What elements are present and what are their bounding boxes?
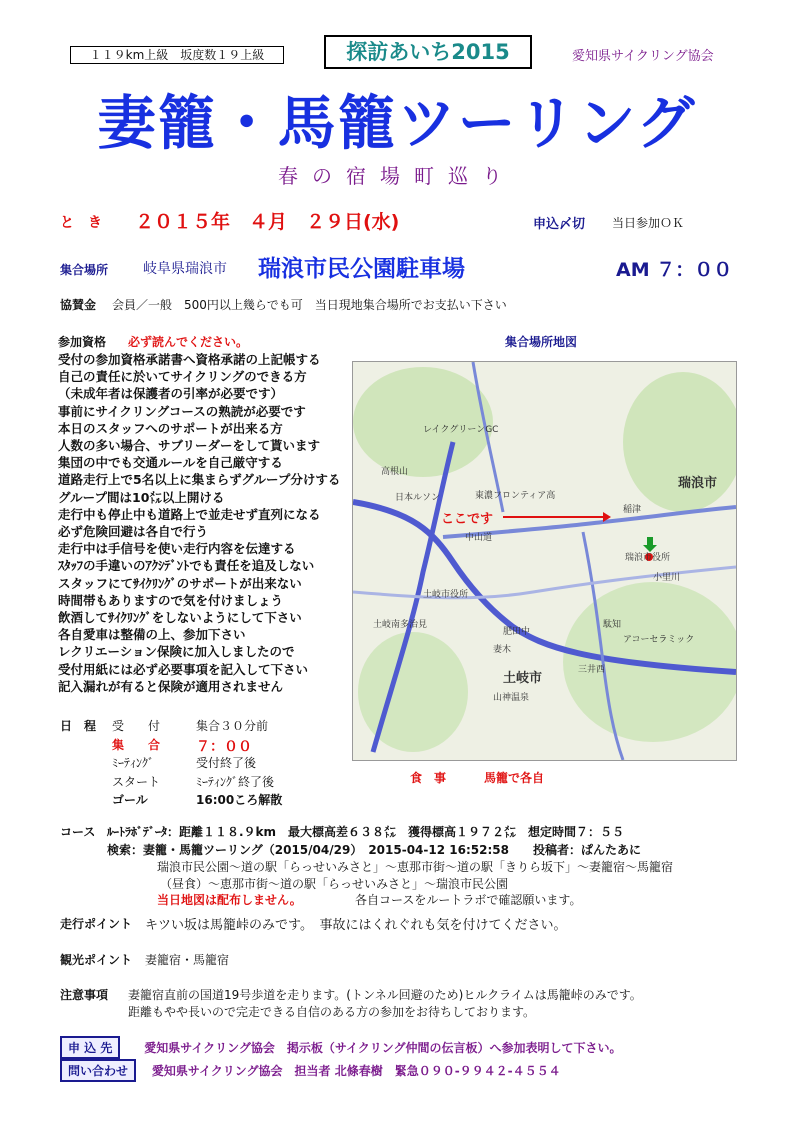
course-search: 検索：妻籠・馬籠ツーリング（2015/04/29） 2015-04-12 16:52:58 投稿者：ぱんたあに [107,843,641,857]
qualification-item: 本日のスタッフへのサポートが出来る方 [58,420,283,436]
map-place-label: アコーセラミック [623,635,695,645]
map-place-label: 妻木 [493,645,512,655]
apply-text: 愛知県サイクリング協会 掲示板（サイクリング仲間の伝言板）へ参加表明して下さい。 [144,1041,622,1055]
map-graphic [353,362,736,760]
schedule-item-name: 集 合 [112,737,161,752]
qualification-item: 道路走行上で5名以上に集まらずグループ分けする [58,472,341,488]
qualification-item: 受付の参加資格承諾書へ資格承諾の上記帳する [58,352,321,367]
lunch-label: 食 事 [410,771,447,785]
schedule-label: 日 程 [60,719,97,733]
notes-line-2: 距離もやや長いので完走できる自信のある方の参加をお待ちしております。 [128,1005,536,1019]
course-level-box: １１９km上級 坂度数１９上級 [70,46,284,64]
course-check: 各自コースをルートラボで確認願います。 [355,893,582,907]
schedule-item-name: ﾐｰﾃｨﾝｸﾞ [112,756,155,770]
course-route-line-1: 瑞浪市民公園～道の駅「らっせいみさと」～恵那市街～道の駅「きりら坂下」～妻籠宿～馬籠宿 [157,860,674,874]
schedule-item-value: 受付終了後 [196,756,257,770]
meeting-map [352,361,737,761]
schedule-item-value: 16:00ころ解散 [196,793,283,807]
map-place-label: 瑞浪市役所 [625,553,671,563]
map-place-label: 土岐市 [503,671,543,686]
date-value: ２０１５年 ４月 ２９日(水) [135,211,400,233]
qualification-item: 必ず危険回避は各自で行う [58,524,209,539]
course-route-line-2: （昼食）～恵那市街～道の駅「らっせいみさと」～瑞浪市民公園 [160,877,509,891]
notes-label: 注意事項 [60,988,109,1002]
map-place-label: 小里川 [653,573,681,583]
contact-label: 問い合わせ [60,1059,136,1082]
meeting-time: AM ７：００ [616,259,733,281]
meeting-place: 瑞浪市民公園駐車場 [258,256,465,282]
map-place-label: 三井西 [578,665,606,675]
apply-label: 申 込 先 [60,1036,120,1059]
contact-text: 愛知県サイクリング協会 担当者 北條春樹 緊急０９０-９９４２-４５５４ [151,1064,561,1078]
qualification-item: 受付用紙には必ず必要事項を記入して下さい [58,661,309,677]
page-title: 妻籠・馬籠ツーリング [97,89,697,157]
map-place-label: 駄知 [603,620,622,630]
event-series-box: 探訪あいち2015 [324,35,532,69]
map-place-label: 東濃フロンティア高 [475,491,556,501]
organizer-name: 愛知県サイクリング協会 [572,49,714,64]
qualification-item: 時間帯もありますので気を付けましょう [58,592,284,608]
qualification-item: 各自愛車は整備の上、参加下さい [58,627,246,643]
map-place-label: 高根山 [381,467,409,477]
schedule-item-value: 集合３０分前 [196,719,269,733]
qualification-item: 記入漏れが有ると保険が適用されません [58,678,284,694]
meeting-prefecture: 岐阜県瑞浪市 [143,261,227,277]
map-place-label: 土岐南多治見 [373,620,428,630]
map-place-label: レイクグリーンGC [423,425,499,435]
contact-row [60,1059,561,1082]
map-place-label: 稲津 [623,505,642,515]
ride-point-label: 走行ポイント [60,917,133,931]
schedule-item-name: 受 付 [112,719,161,733]
map-green-area [358,632,468,752]
map-label: 集合場所地図 [505,335,578,349]
map-place-label: 土岐市役所 [423,590,469,600]
lunch-value: 馬籠で各自 [484,771,545,785]
qualification-must-read: 必ず読んでください。 [128,335,249,349]
qualification-item: 走行中も停止中も道路上で並走せず直列になる [58,506,321,522]
fee-text: 会員／一般 500円以上幾らでも可 当日現地集合場所でお支払い下さい [112,298,507,312]
notes-line-1: 妻籠宿直前の国道19号歩道を走ります。(トンネル回避のため)ヒルクライムは馬籠峠のみです。 [128,988,642,1002]
qualification-item: 事前にサイクリングコースの熟読が必要です [58,403,306,419]
course-data: ﾙｰﾄﾗﾎﾞﾃﾞｰﾀ：距離１１８.９km 最大標高差６３８㍍ 獲得標高１９７２㍍ 想定時間７：５５ [107,825,625,839]
sightseeing-text: 妻籠宿・馬籠宿 [145,953,230,967]
sightseeing-label: 観光ポイント [60,953,133,967]
map-place-label: 日本ルソン [395,493,441,503]
apply-row [60,1036,622,1059]
deadline-label: 申込〆切 [533,217,586,232]
page-subtitle: 春の宿場町巡り [278,164,516,188]
map-place-label: 肥田中 [503,627,531,637]
qualification-item: 飲酒してｻｲｸﾘﾝｸﾞをしないようにして下さい [58,610,302,625]
deadline-value: 当日参加ＯＫ [612,216,685,230]
qualification-item: レクリエーション保険に加入しましたので [58,644,295,660]
qualification-item: 自己の責任に於いてサイクリングのできる方 [58,369,307,385]
ride-point-text: キツい坂は馬籠峠のみです。 事故にはくれぐれも気を付けてください。 [145,918,567,933]
map-place-label: 山神温泉 [493,693,530,703]
course-no-map: 当日地図は配布しません。 [157,893,302,907]
fee-label: 協賛金 [60,298,97,312]
map-place-label: 中山道 [465,533,493,543]
qualification-item: グループ間は10㍍以上開ける [58,489,225,505]
qualification-item: 集団の中でも交通ルールを自己厳守する [58,455,283,471]
schedule-item-name: スタート [112,774,161,789]
qualification-label: 参加資格 [58,335,107,349]
course-label: コース [60,825,96,839]
qualification-item: （未成年者は保護者の引率が必要です） [58,386,284,402]
map-place-label: 瑞浪市 [678,476,718,491]
date-label: と き [60,215,102,231]
schedule-item-name: ゴール [112,793,148,807]
qualification-item: ｽﾀｯﾌの手違いのｱｸｼﾃﾞﾝﾄでも責任を追及しない [58,558,315,574]
schedule-item-value: ７：００ [196,738,252,755]
schedule-item-value: ﾐｰﾃｨﾝｸﾞ終了後 [196,774,275,789]
qualification-item: 人数の多い場合、サブリーダーをして貰います [58,438,321,453]
map-here-label: ここです [441,512,494,527]
qualification-item: 走行中は手信号を使い走行内容を伝達する [58,541,296,557]
meeting-label: 集合場所 [60,263,109,277]
qualification-item: スタッフにてｻｲｸﾘﾝｸﾞのサポートが出来ない [58,575,302,591]
